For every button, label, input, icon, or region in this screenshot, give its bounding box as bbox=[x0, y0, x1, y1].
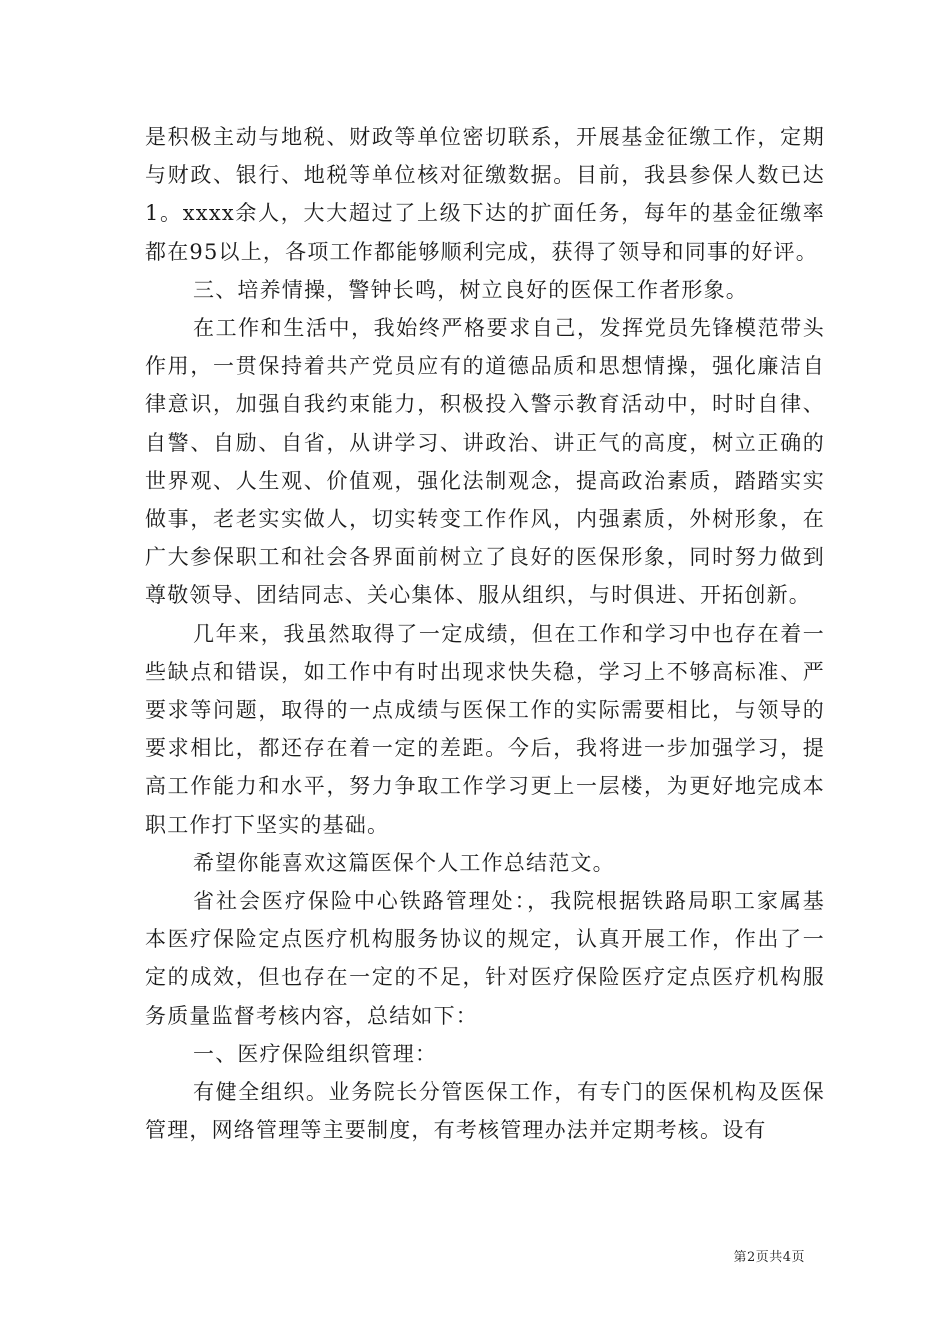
section-heading-1: 一、医疗保险组织管理： bbox=[193, 1041, 438, 1066]
paragraph-6: 有健全组织。业务院长分管医保工作，有专门的医保机构及医保管理，网络管理等主要制度，有考核管理办法并定期考核。设有 bbox=[145, 1080, 825, 1143]
paragraph-4: 希望你能喜欢这篇医保个人工作总结范文。 bbox=[193, 850, 615, 875]
paragraph-3: 几年来，我虽然取得了一定成绩，但在工作和学习中也存在着一些缺点和错误，如工作中有时出现求快失稳，学习上不够高标准、严要求等问题，取得的一点成绩与医保工作的实际需要相比，与领导的要求相比，都还存在着一定的差距。今后，我将进一步加强学习，提高工作能力和水平，努力争取工作学习更上一层楼，为更好地完成本职工作打下坚实的基础。 bbox=[145, 621, 825, 837]
paragraph-2: 在工作和生活中，我始终严格要求自己，发挥党员先锋模范带头作用，一贯保持着共产党员应有的道德品质和思想情操，强化廉洁自律意识，加强自我约束能力，积极投入警示教育活动中，时时自律、自警、自励、自省，从讲学习、讲政治、讲正气的高度，树立正确的世界观、人生观、价值观，强化法制观念，提高政治素质，踏踏实实做事，老老实实做人，切实转变工作作风，内强素质，外树形象，在广大参保职工和社会各界面前树立了良好的医保形象，同时努力做到尊敬领导、团结同志、关心集体、服从组织，与时俱进、开拓创新。 bbox=[145, 316, 825, 608]
document-body bbox=[145, 118, 825, 1149]
section-heading-3: 三、培养情操，警钟长鸣，树立良好的医保工作者形象。 bbox=[193, 277, 748, 302]
paragraph-5: 省社会医疗保险中心铁路管理处：，我院根据铁路局职工家属基本医疗保险定点医疗机构服务协议的规定，认真开展工作，作出了一定的成效，但也存在一定的不足，针对医疗保险医疗定点医疗机构服务质量监督考核内容，总结如下： bbox=[145, 889, 825, 1028]
paragraph-1: 是积极主动与地税、财政等单位密切联系，开展基金征缴工作，定期与财政、银行、地税等单位核对征缴数据。目前，我县参保人数已达1。xxxx余人，大大超过了上级下达的扩面任务，每年的基金征缴率都在95以上，各项工作都能够顺利完成，获得了领导和同事的好评。 bbox=[145, 125, 825, 264]
page-number-footer: 第2页共4页 bbox=[733, 1250, 805, 1265]
